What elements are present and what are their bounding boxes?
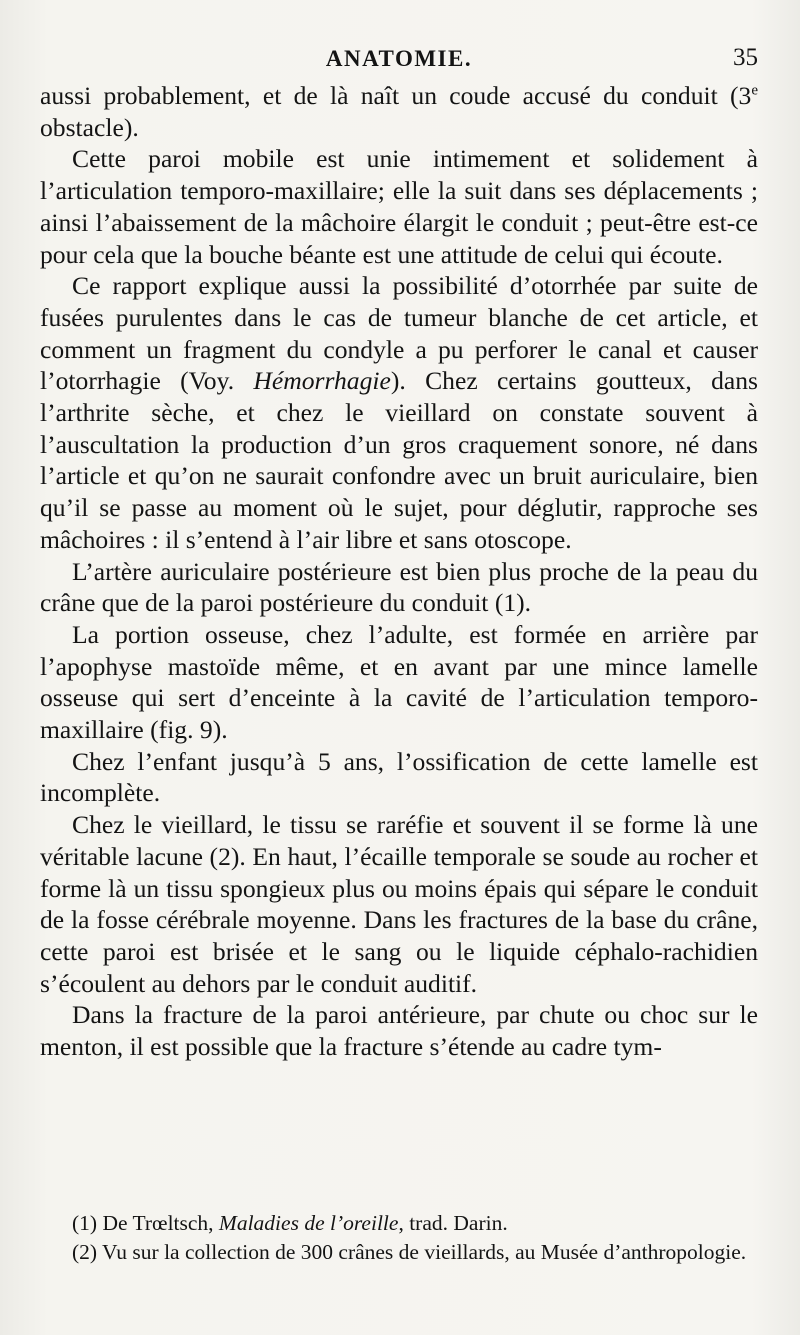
running-head: ANATOMIE. <box>325 46 473 71</box>
superscript: e <box>751 82 758 99</box>
paragraph-1 <box>40 80 758 143</box>
italic-reference: Hémorrhagie <box>253 366 391 396</box>
footnote-1 <box>40 1209 758 1238</box>
page-number: 35 <box>733 44 758 71</box>
footnotes <box>40 1209 758 1267</box>
footnote-2: (2) Vu sur la collection de 300 crânes de vieillards, au Musée d’anthropologie. <box>72 1240 747 1264</box>
paragraph-2: Cette paroi mobile est unie intimement et solidement à l’articulation temporo-maxillaire; elle la suit dans ses déplacements ; ainsi l’abaissement de la mâchoire élargit le conduit ; peut-être est-ce pour cela que la bouche béante est une attitude de celui qui écoute. <box>40 144 758 269</box>
paragraph-text: Ce rapport explique aussi la possibilité d’otorrhée par suite de fusées purulentes dans le cas de tumeur blanche de cet article, et comment un fragment du condyle a pu perforer le canal et causer l’otorrhagie (Voy. <box>40 271 758 396</box>
footnote-italic-title: Maladies de l’oreille <box>218 1211 399 1235</box>
footnote-text: (1) De Trœltsch, <box>72 1211 219 1235</box>
paragraph-3 <box>40 270 758 555</box>
paragraph-5: La portion osseuse, chez l’adulte, est formée en arrière par l’apophyse mastoïde même, et en avant par une mince lamelle osseuse qui sert d’enceinte à la cavité de l’articulation temporo-maxillaire (fig. 9). <box>40 619 758 745</box>
footnote-text: , trad. Darin. <box>398 1211 508 1235</box>
body-text <box>40 80 758 1063</box>
paragraph-7: Chez le vieillard, le tissu se raréfie et souvent il se forme là une véritable lacune (2). En haut, l’écaille temporale se soude au rocher et forme là un tissu spongieux plus ou moins épais qui sépare le conduit de la fosse cérébrale moyenne. Dans les fractures de la base du crâne, cette paroi est brisée et le sang ou le liquide céphalo-rachidien s’écoulent au dehors par le conduit auditif. <box>40 810 758 998</box>
paragraph-text: aussi probablement, et de là naît un coude accusé du conduit (3 <box>40 81 752 110</box>
paragraph-text: obstacle). <box>40 112 139 142</box>
paragraph-8: Dans la fracture de la paroi antérieure, par chute ou choc sur le menton, il est possible que la fracture s’étende au cadre tym- <box>40 1000 758 1062</box>
page-header <box>40 40 758 80</box>
paragraph-text: ). Chez certains goutteux, dans l’arthrite sèche, et chez le vieillard on constate souvent à l’auscultation la production d’un gros craquement sonore, né dans l’article et qu’on ne saurait confondre avec un bruit auriculaire, bien qu’il se passe au moment où le sujet, pour déglutir, rapproche ses mâchoires : il s’entend à l’air libre et sans otoscope. <box>40 366 758 554</box>
paragraph-4: L’artère auriculaire postérieure est bien plus proche de la peau du crâne que de la paroi postérieure du conduit (1). <box>40 556 758 618</box>
paragraph-6: Chez l’enfant jusqu’à 5 ans, l’ossification de cette lamelle est incomplète. <box>40 746 758 808</box>
